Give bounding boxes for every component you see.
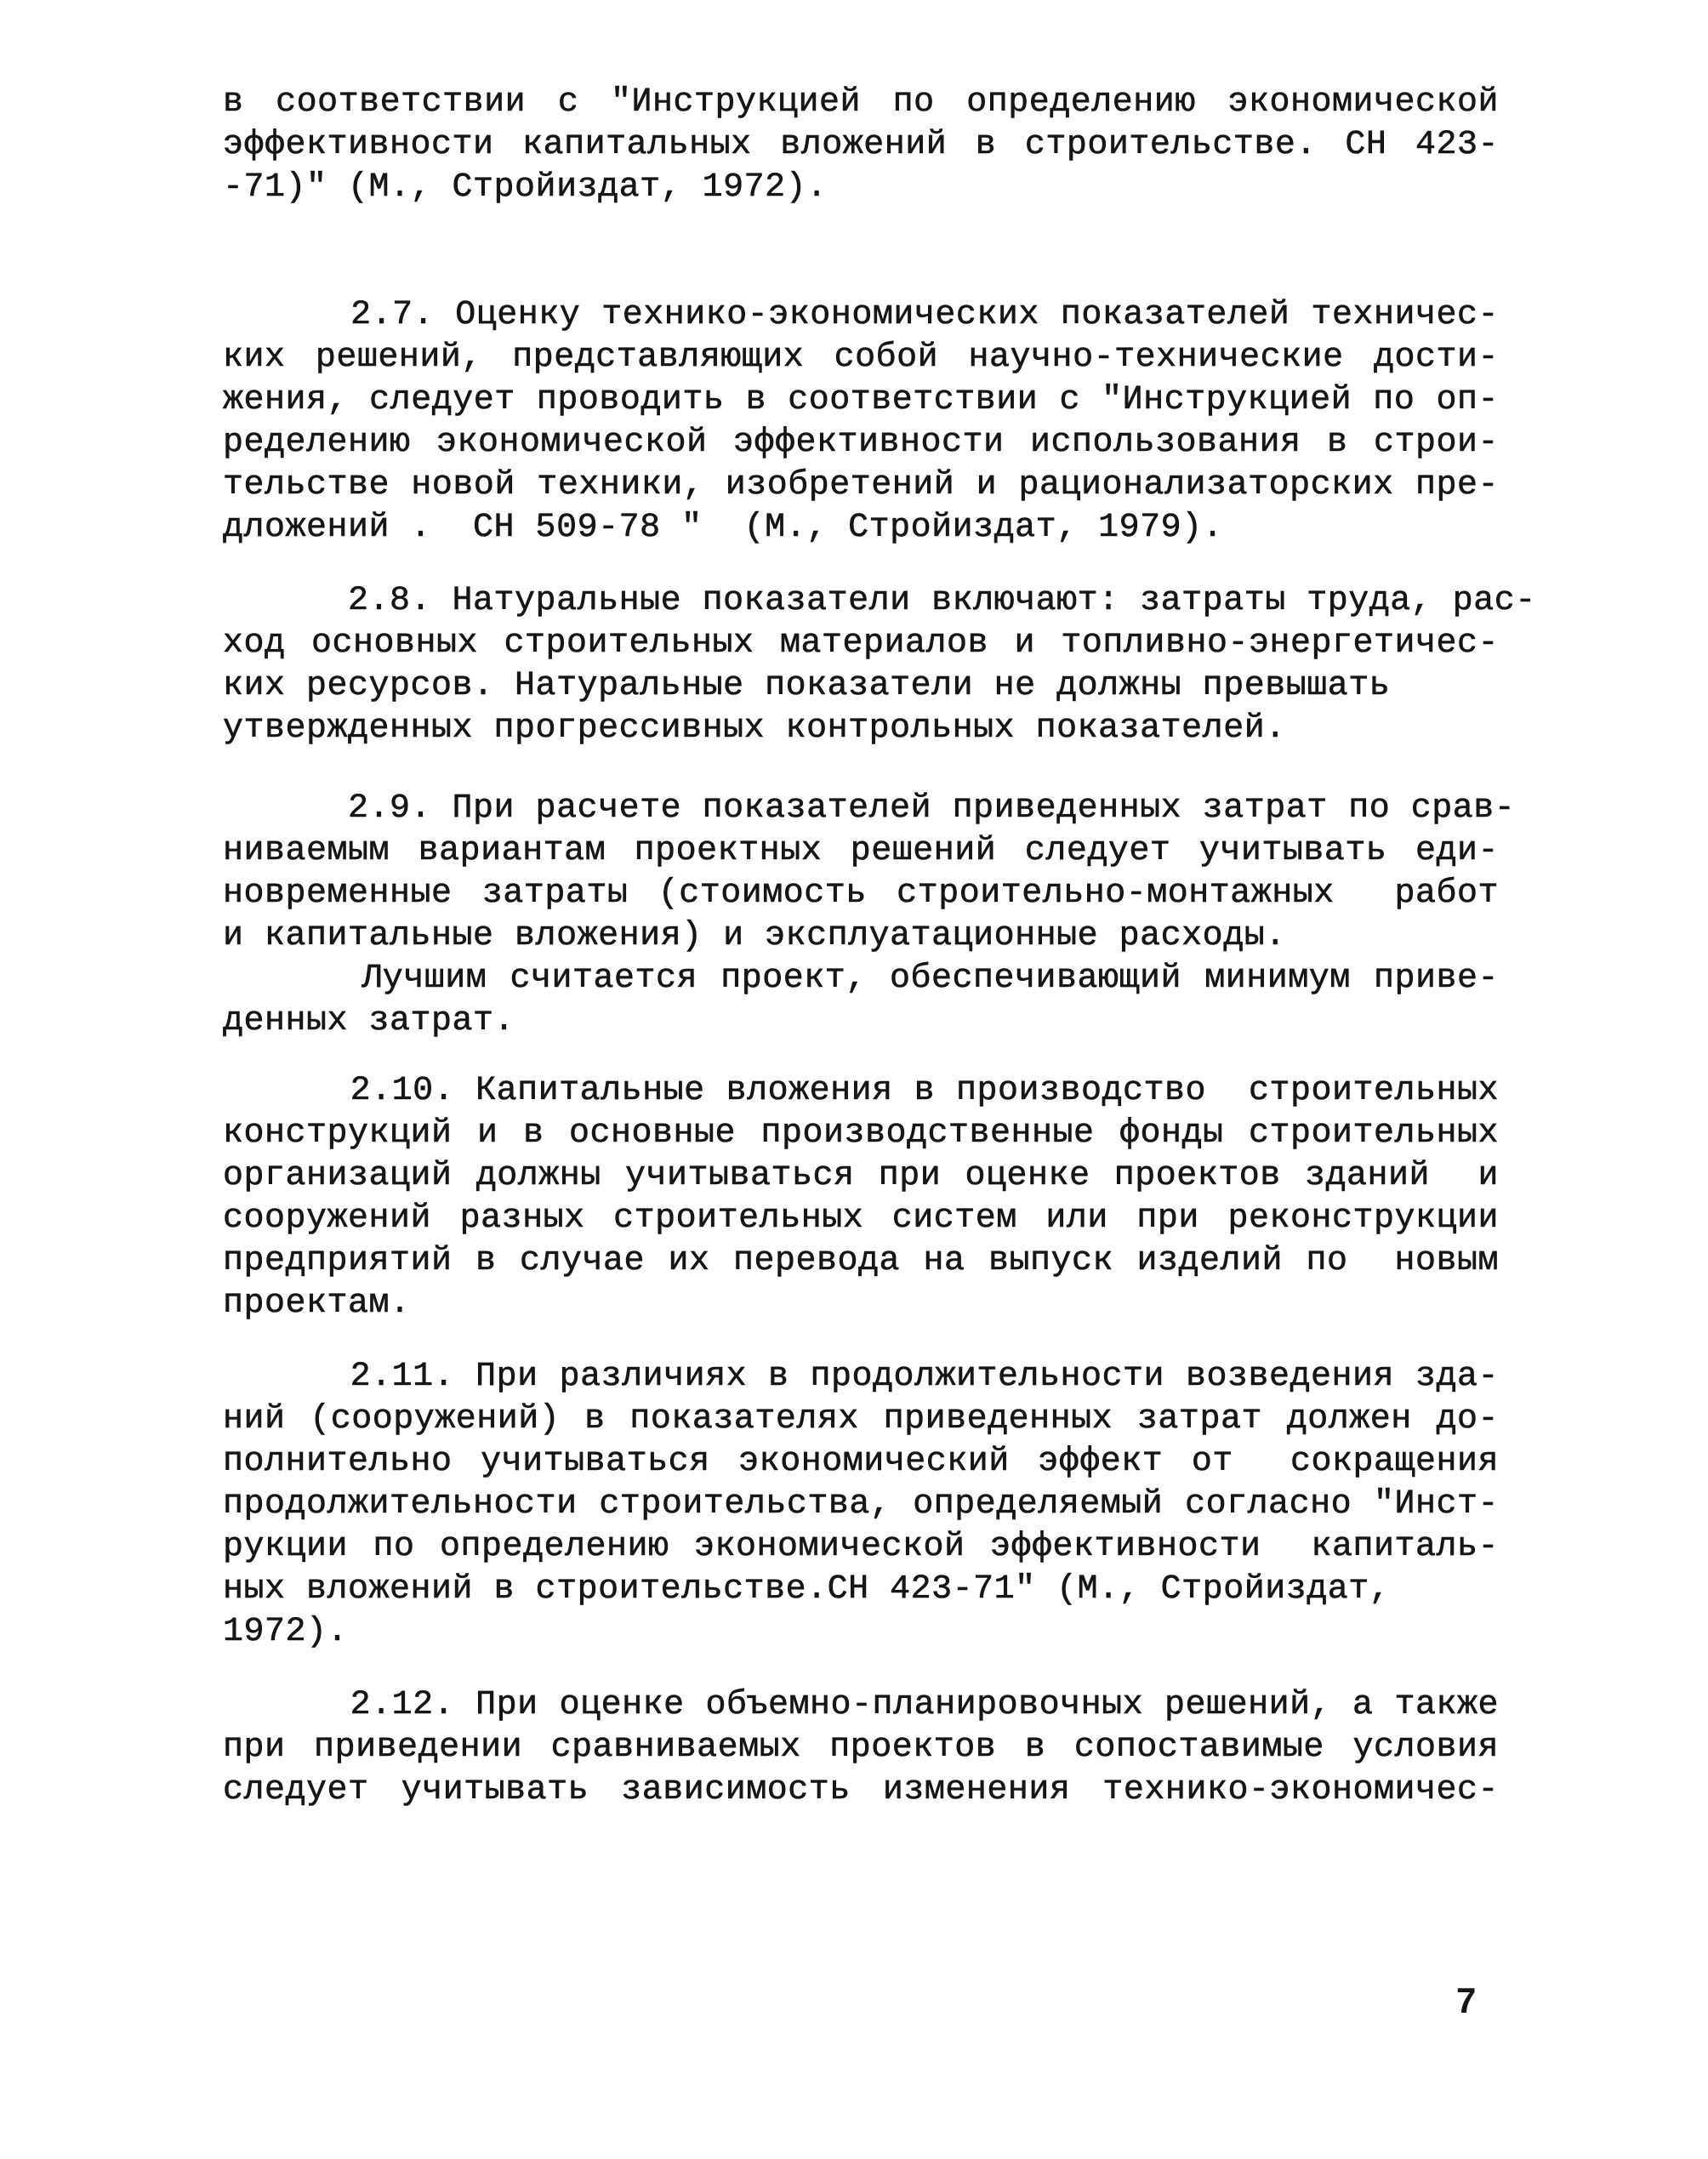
text-line: сооружений разных строительных систем или при реконструкции: [223, 1199, 1499, 1238]
text-line: организаций должны учитываться при оценке проектов зданий и: [223, 1157, 1499, 1195]
text-line: денных затрат.: [223, 1002, 515, 1040]
text-line: Лучшим считается проект, обеспечивающий минимум приве-: [223, 960, 1499, 998]
text-line: ких решений, представляющих собой научно-технические дости-: [223, 339, 1499, 377]
text-line: 2.11. При различиях в продолжительности возведения зда-: [223, 1358, 1499, 1396]
paragraph-2-11: [223, 1356, 1499, 1654]
paragraph-intro: [223, 82, 1499, 209]
paragraph-2-7: [223, 294, 1499, 550]
text-line: 2.10. Капитальные вложения в производство строительных: [223, 1072, 1499, 1110]
paragraph-2-8: [223, 580, 1536, 750]
text-line: и капитальные вложения) и эксплуатационные расходы.: [223, 917, 1286, 955]
text-line: продолжительности строительства, определяемый согласно "Инст-: [223, 1485, 1499, 1524]
text-line: ких ресурсов. Натуральные показатели не должны превышать: [223, 667, 1391, 705]
text-line: ных вложений в строительстве.СН 423-71" (М., Стройиздат,: [223, 1570, 1391, 1609]
text-line: жения, следует проводить в соответствии с "Инструкцией по оп-: [223, 381, 1499, 419]
text-line: ределению экономической эффективности использования в строи-: [223, 424, 1499, 462]
text-line: тельстве новой техники, изобретений и рационализаторских пре-: [223, 466, 1499, 504]
text-line: 2.9. При расчете показателей приведенных затрат по срав-: [223, 789, 1516, 828]
text-line: полнительно учитываться экономический эффект от сокращения: [223, 1443, 1499, 1481]
text-line: -71)" (М., Стройиздат, 1972).: [223, 168, 828, 207]
text-line: рукции по определению экономической эффективности капиталь-: [223, 1528, 1499, 1566]
text-line: новременные затраты (стоимость строительно-монтажных работ: [223, 874, 1499, 913]
paragraph-2-10: [223, 1070, 1499, 1325]
paragraph-2-12: [223, 1684, 1499, 1812]
text-line: утвержденных прогрессивных контрольных показателей.: [223, 709, 1286, 748]
text-line: эффективности капитальных вложений в строительстве. СН 423-: [223, 126, 1499, 164]
text-line: 1972).: [223, 1613, 349, 1651]
text-line: 2.7. Оценку технико-экономических показателей техничес-: [223, 296, 1499, 334]
page-number: 7: [1456, 1980, 1477, 2020]
paragraph-2-9: [223, 788, 1516, 1043]
text-line: следует учитывать зависимость изменения технико-экономичес-: [223, 1771, 1499, 1809]
text-line: 2.12. При оценке объемно-планировочных решений, а также: [223, 1686, 1499, 1724]
text-line: в соответствии с "Инструкцией по определению экономической: [223, 83, 1499, 122]
text-line: при приведении сравниваемых проектов в сопоставимые условия: [223, 1729, 1499, 1767]
text-line: ход основных строительных материалов и топливно-энергетичес-: [223, 624, 1499, 663]
text-line: ний (сооружений) в показателях приведенных затрат должен до-: [223, 1400, 1499, 1438]
text-line: проектам.: [223, 1285, 411, 1323]
text-line: дложений . СН 509-78 " (М., Стройиздат, 1979).: [223, 509, 1224, 547]
text-line: ниваемым вариантам проектных решений следует учитывать еди-: [223, 832, 1499, 870]
text-line: конструкций и в основные производственные фонды строительных: [223, 1114, 1499, 1153]
text-line: 2.8. Натуральные показатели включают: затраты труда, рас-: [223, 582, 1536, 620]
text-line: предприятий в случае их перевода на выпуск изделий по новым: [223, 1242, 1499, 1280]
